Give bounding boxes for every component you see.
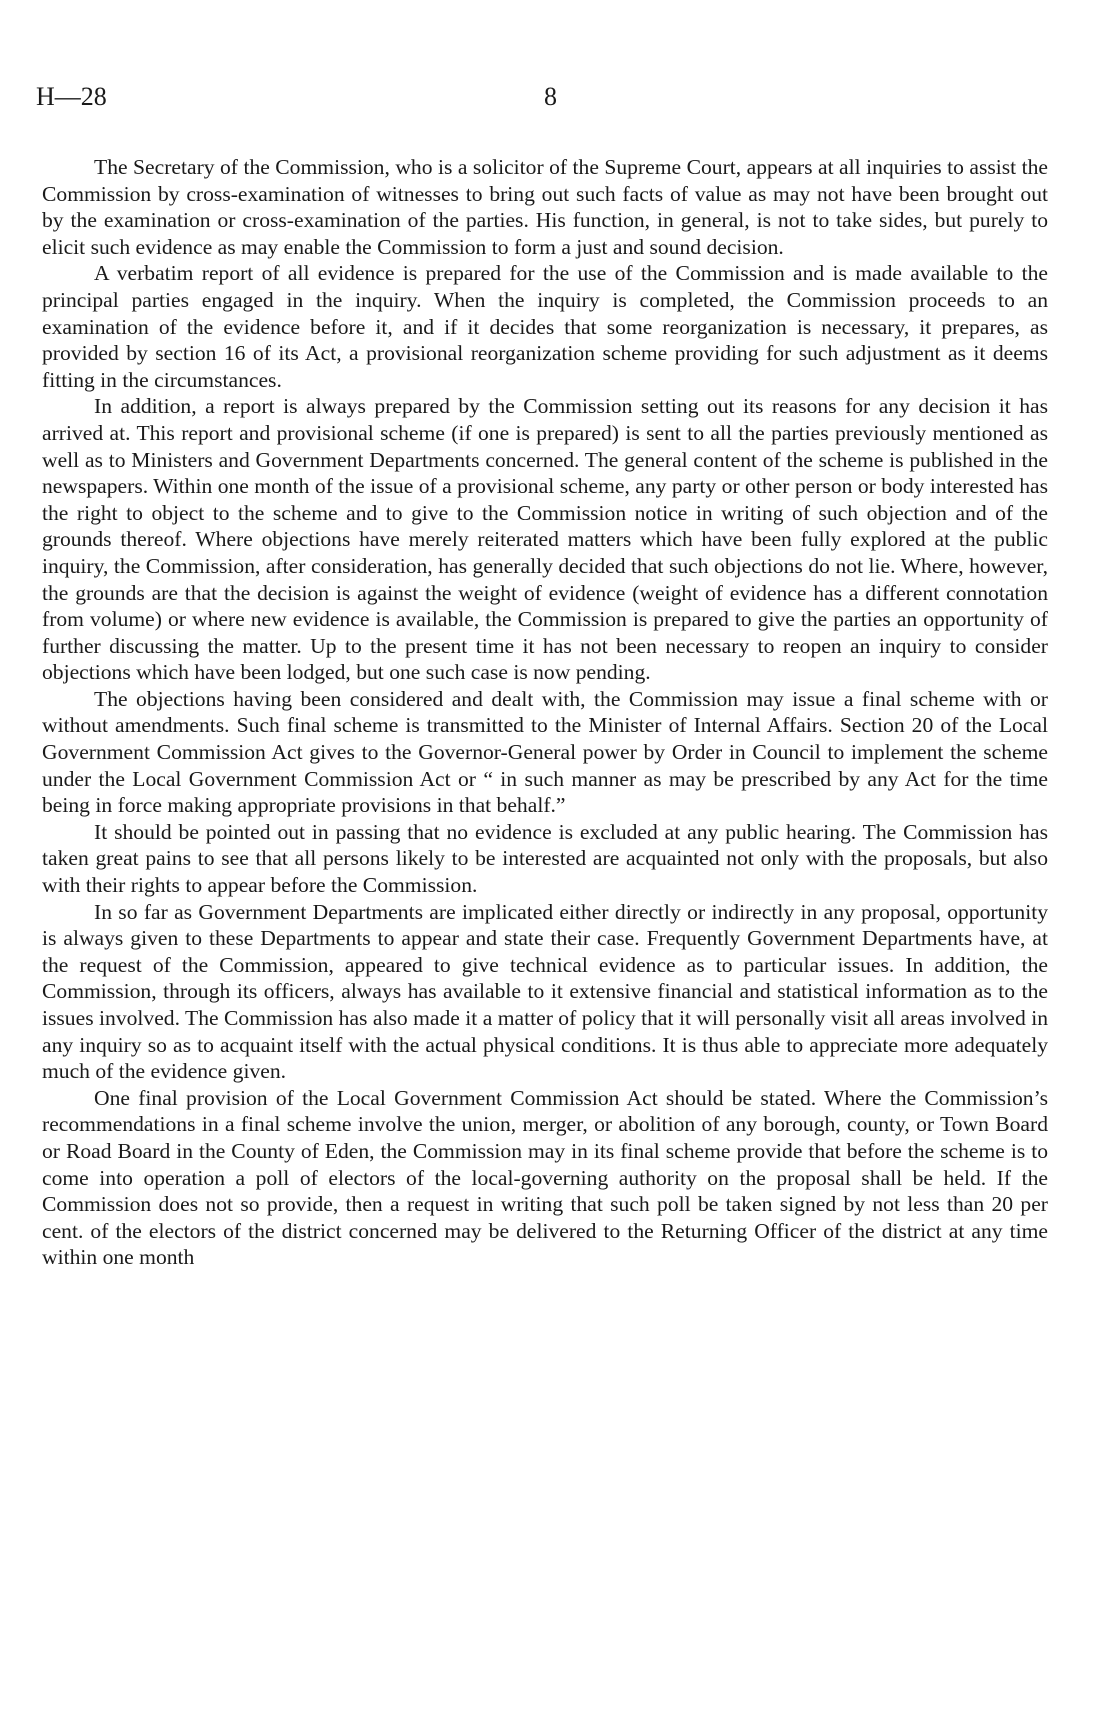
body-text (42, 154, 1048, 1271)
document-reference: H—28 (36, 82, 107, 111)
page-header (36, 82, 1046, 122)
paragraph-secretary: The Secretary of the Commission, who is a solicitor of the Supreme Court, appears at all inquiries to assist the Commission by cross-examination of witnesses to bring out such facts of value as may not have been brought out by the examination or cross-examination of the parties. His function, in general, is not to take sides, but purely to elicit such evidence as may enable the Commission to form a just and sound decision. (42, 155, 1048, 259)
paragraph-poll-provision: One final provision of the Local Government Commission Act should be stated. Where the Commission’s recommendations in a final scheme involve the union, merger, or abolition of any borough, county, or Town Board or Road Board in the County of Eden, the Commission may in its final scheme provide that before the scheme is to come into operation a poll of electors of the local-governing authority on the proposal shall be held. If the Commission does not so provide, then a request in writing that such poll be taken signed by not less than 20 per cent. of the electors of the district concerned may be delivered to the Returning Officer of the district at any time within one month (42, 1085, 1048, 1270)
paragraph-verbatim-report: A verbatim report of all evidence is prepared for the use of the Commission and is made available to the principal parties engaged in the inquiry. When the inquiry is completed, the Commission proceeds to an examination of the evidence before it, and if it decides that some reorganization is necessary, it prepares, as provided by section 16 of its Act, a provisional reorganization scheme providing for such adjustment as it deems fitting in the circumstances. (42, 261, 1048, 392)
paragraph-objections: In addition, a report is always prepared by the Commission setting out its reasons for any decision it has arrived at. This report and provisional scheme (if one is prepared) is sent to all the parties previously mentioned as well as to Ministers and Government Departments concerned. The general content of the scheme is published in the newspapers. Within one month of the issue of a provisional scheme, any party or other person or body interested has the right to object to the scheme and to give to the Commission notice in writing of such objection and of the grounds thereof. Where objections have merely reiterated matters which have been fully explored at the public inquiry, the Commission, after consideration, has generally decided that such objections do not lie. Where, however, the grounds are that the decision is against the weight of evidence (weight of evidence has a different connotation from volume) or where new evidence is available, the Commission is prepared to give the parties an opportunity of further discussing the matter. Up to the present time it has not been necessary to reopen an inquiry to consider objections which have been lodged, but one such case is now pending. (42, 394, 1048, 685)
paragraph-government-departments: In so far as Government Departments are implicated either directly or indirectly in any proposal, opportunity is always given to these Departments to appear and state their case. Frequently Government Departments have, at the request of the Commission, appeared to give technical evidence as to particular issues. In addition, the Commission, through its officers, always has available to it extensive financial and statistical information as to the issues involved. The Commission has also made it a matter of policy that it will personally visit all areas involved in any inquiry so as to acquaint itself with the actual physical conditions. It is thus able to appreciate more adequately much of the evidence given. (42, 899, 1048, 1084)
paragraph-final-scheme: The objections having been considered and dealt with, the Commission may issue a final scheme with or without amendments. Such final scheme is transmitted to the Minister of Internal Affairs. Section 20 of the Local Government Commission Act gives to the Governor-General power by Order in Council to implement the scheme under the Local Government Commission Act or “ in such manner as may be prescribed by any Act for the time being in force making appropriate provisions in that behalf.” (42, 686, 1048, 818)
paragraph-evidence-hearing: It should be pointed out in passing that no evidence is excluded at any public hearing. The Commission has taken great pains to see that all persons likely to be interested are acquainted not only with the proposals, but also with their rights to appear before the Commission. (42, 819, 1048, 898)
page-number: 8 (544, 82, 557, 111)
